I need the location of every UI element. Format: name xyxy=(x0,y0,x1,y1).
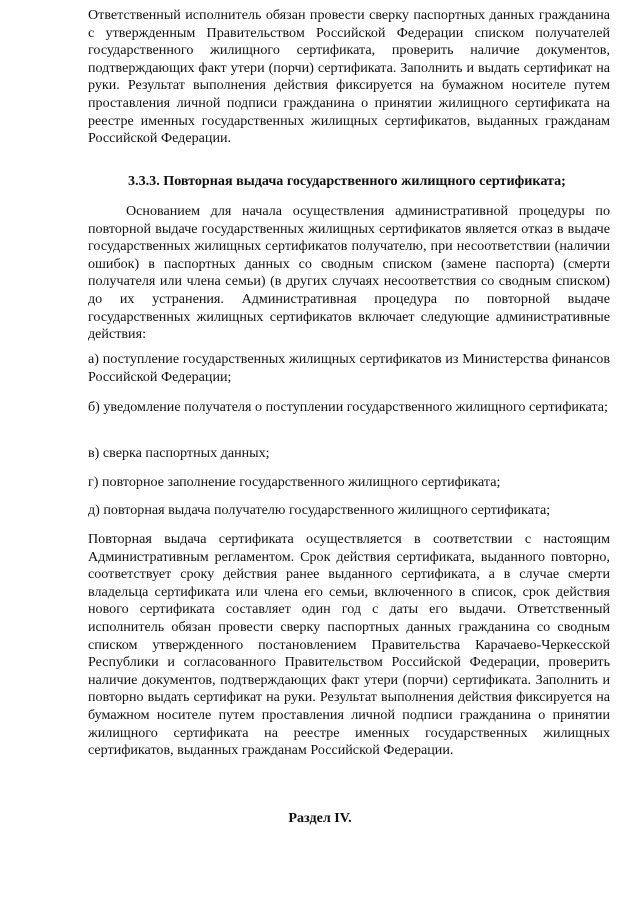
paragraph-verification: Ответственный исполнитель обязан провести сверку паспортных данных гражданина с утвержденным Правительством Российской Федерации списком получателей государственного жилищного сертификата, проверить наличие документов, подтверждающих факт утери (порчи) сертификата. Заполнить и выдать сертификат на руки. Результат выполнения действия фиксируется на бумажном носителе путем проставления личной подписи гражданина о принятии жилищного сертификата на реестре именных государственных жилищных сертификатов, выданных гражданам Российской Федерации. xyxy=(88,7,610,147)
section-title: Раздел IV. xyxy=(288,810,352,826)
list-item-g: г) повторное заполнение государственного жилищного сертификата; xyxy=(88,474,501,490)
paragraph-reissue: Повторная выдача сертификата осуществляется в соответствии с настоящим Административным регламентом. Срок действия сертификата, выданного повторно, соответствует сроку действия ранее выданного сертификата, а в случае смерти владельца сертификата или члена его семьи, включенного в список, срок действия нового сертификата составляет один год с даты его выдачи. Ответственный исполнитель обязан провести сверку паспортных данных гражданина со сводным списком утвержденного постановлением Правительства Карачаево-Черкесской Республики и согласованного Правительством Российской Федерации, проверить наличие документов, подтверждающих факт утери (порчи) сертификата. Заполнить и повторно выдать сертификат на руки. Результат выполнения действия фиксируется на бумажном носителе путем проставления личной подписи гражданина о принятии жилищного сертификата на реестре именных государственных жилищных сертификатов, выданных гражданам Российской Федерации. xyxy=(88,531,610,759)
list-item-a: а) поступление государственных жилищных сертификатов из Министерства финансов Российской Федерации; xyxy=(88,351,610,385)
list-item-b: б) уведомление получателя о поступлении государственного жилищного сертификата; xyxy=(88,399,608,415)
subsection-heading-3-3-3: 3.3.3. Повторная выдача государственного жилищного сертификата; xyxy=(128,173,566,189)
list-item-d: д) повторная выдача получателю государственного жилищного сертификата; xyxy=(88,502,551,518)
paragraph-grounds: Основанием для начала осуществления административной процедуры по повторной выдаче государственных жилищных сертификатов является отказ в выдаче государственных жилищных сертификатов получателю, при несоответствии (наличии ошибок) в паспортных данных со сводным списком (замене паспорта) (смерти получателя или члена семьи) (в других случаях несоответствия со сводным списком) до их устранения. Административная процедура по повторной выдаче государственных жилищных сертификатов включает следующие административные действия: xyxy=(88,203,610,343)
list-item-v: в) сверка паспортных данных; xyxy=(88,445,270,461)
